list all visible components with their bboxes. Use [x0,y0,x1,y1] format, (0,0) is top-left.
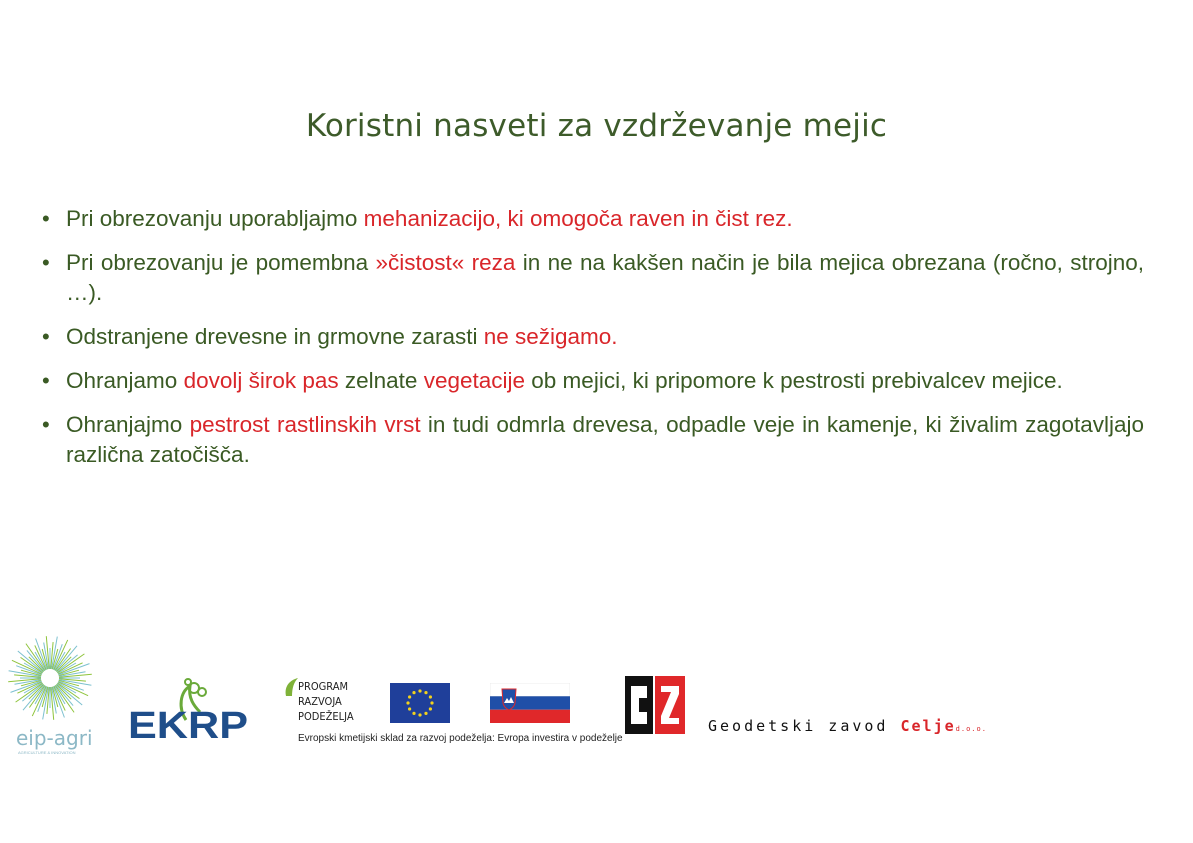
gz-prefix: Geodetski zavod [708,717,901,735]
tip-text: in tudi odmrla drevesa, odpadle veje in kamenje, ki živalim zagotavljajo različna zatočišča. [66,412,1144,467]
eu-flag-icon [390,683,450,723]
eip-agri-logo [0,630,100,760]
ekrp-name: EKRP [128,705,248,747]
gz-doo: d.o.o. [955,725,987,733]
eip-agri-burst-icon [0,630,100,730]
ekrp-logo-mark [128,678,252,758]
tip-text: in ne na kakšen način je bila mejica obrezana (ročno, strojno, …). [66,250,1145,305]
tip-text: Pri obrezovanju je pomembna [66,250,376,275]
prp-footer-text: Evropski kmetijski sklad za razvoj podeželja: Evropa investira v podeželje [298,733,623,744]
tip-highlight: dovolj širok pas [183,368,339,393]
tip-text: Odstranjene drevesne in grmovne zarasti [66,324,484,349]
page-title: Koristni nasveti za vzdrževanje mejic [305,108,888,144]
tip-item [42,366,1144,396]
tip-highlight: pestrost rastlinskih vrst [189,412,421,437]
tip-item [42,410,1144,470]
gz-celje: Celje [900,717,956,735]
tip-highlight: ne sežigamo. [483,324,618,349]
logo-footer [0,630,1193,770]
tip-item [42,322,1144,352]
tip-text: Ohranjamo [66,368,184,393]
tips-list [42,204,1144,484]
tip-item [42,204,1144,234]
prp-line1: PROGRAM [298,680,349,693]
prp-line3: PODEŽELJA [298,710,354,723]
tip-highlight: vegetacije [423,368,526,393]
tip-item [42,248,1144,308]
tip-text: ob mejici, ki pripomore k pestrosti prebivalcev mejice. [525,368,1063,393]
tip-text: Ohranjajmo [66,412,190,437]
eip-agri-subtitle: AGRICULTURE & INNOVATION [18,750,76,755]
eip-agri-name: eip-agri [16,726,93,750]
slovenia-flag-icon [490,683,570,723]
tip-text: zelnate [338,368,424,393]
tip-highlight: »čistost« reza [375,250,516,275]
prp-line2: RAZVOJA [298,695,342,708]
gz-name [708,717,987,735]
ekrp-logo [128,678,252,758]
tip-text: Pri obrezovanju uporabljajmo [66,206,364,231]
tip-highlight: mehanizacijo, ki omogoča raven in čist rez. [363,206,793,231]
gz-mark-icon [625,676,685,734]
